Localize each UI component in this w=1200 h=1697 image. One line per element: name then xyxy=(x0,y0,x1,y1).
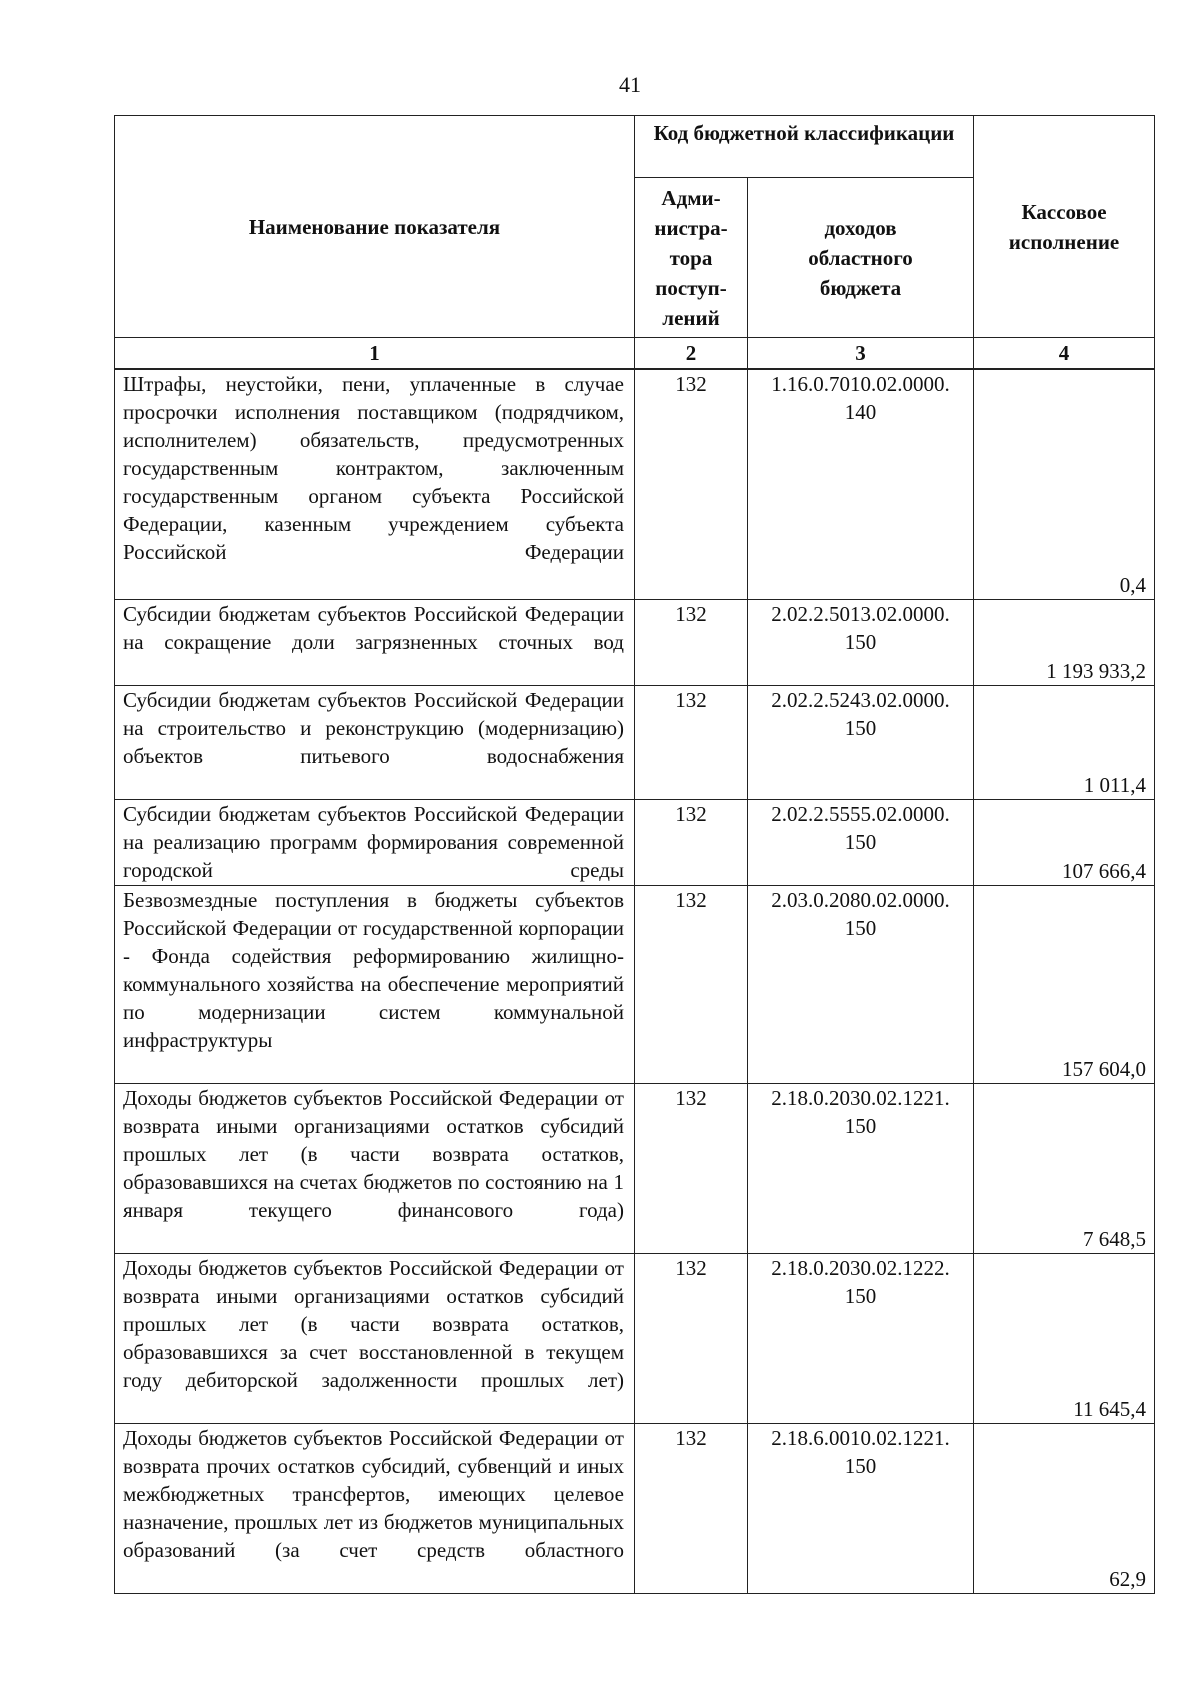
header-income-line: бюджета xyxy=(819,275,902,300)
table-row xyxy=(115,885,1155,1083)
row-income-code-part: 140 xyxy=(844,400,877,424)
row-income-code xyxy=(748,799,974,885)
row-admin-code: 132 xyxy=(635,1083,748,1253)
header-admin-line: нистра- xyxy=(654,215,728,240)
row-name: Безвозмездные поступления в бюджеты субъектов Российской Федерации от государственной корпорации - Фонда содействия реформированию жилищно-коммунального хозяйства на обеспечение мероприятий по модернизации систем коммунальной инфраструктуры xyxy=(115,885,635,1083)
header-admin xyxy=(635,178,748,338)
header-code-group: Код бюджетной классификации xyxy=(635,116,974,178)
row-income-code-part: 150 xyxy=(844,1453,877,1478)
row-name: Доходы бюджетов субъектов Российской Федерации от возврата прочих остатков субсидий, субвенций и иных межбюджетных трансфертов, имеющих целевое назначение, прошлых лет из бюджетов муниципальных образований (за счет средств областного xyxy=(115,1423,635,1593)
header-admin-line: тора xyxy=(669,245,713,270)
table-row xyxy=(115,369,1155,599)
header-income-line: доходов xyxy=(824,215,897,240)
row-admin-code: 132 xyxy=(635,685,748,799)
row-income-code xyxy=(748,1253,974,1423)
row-amount: 7 648,5 xyxy=(974,1083,1155,1253)
row-income-code-part: 2.03.0.2080.02.0000. xyxy=(771,887,950,912)
row-amount: 107 666,4 xyxy=(974,799,1155,885)
row-amount: 157 604,0 xyxy=(974,885,1155,1083)
row-amount: 1 011,4 xyxy=(974,685,1155,799)
row-amount: 11 645,4 xyxy=(974,1253,1155,1423)
row-income-code-part: 2.02.2.5013.02.0000. xyxy=(771,601,950,626)
header-admin-line: лений xyxy=(662,305,720,330)
header-name: Наименование показателя xyxy=(115,116,635,338)
row-admin-code: 132 xyxy=(635,599,748,685)
row-income-code-part: 2.18.0.2030.02.1221. xyxy=(771,1085,950,1110)
row-income-code xyxy=(748,599,974,685)
header-cash-line: исполнение xyxy=(1008,229,1120,254)
row-name: Субсидии бюджетам субъектов Российской Федерации на сокращение доли загрязненных сточных вод xyxy=(115,599,635,685)
row-income-code xyxy=(748,1423,974,1593)
row-income-code xyxy=(748,369,974,599)
row-income-code-part: 2.18.6.0010.02.1221. xyxy=(771,1425,950,1450)
row-amount: 62,9 xyxy=(974,1423,1155,1593)
row-income-code-part: 150 xyxy=(844,915,877,940)
row-income-code-part: 150 xyxy=(844,1113,877,1138)
row-income-code xyxy=(748,885,974,1083)
row-income-code-part: 150 xyxy=(844,629,877,654)
row-name: Доходы бюджетов субъектов Российской Федерации от возврата иными организациями остатков субсидий прошлых лет (в части возврата остатков, образовавшихся на счетах бюджетов по состоянию на 1 января текущего финансового года) xyxy=(115,1083,635,1253)
table-row xyxy=(115,799,1155,885)
header-admin-line: поступ- xyxy=(655,275,727,300)
row-income-code-part: 2.02.2.5243.02.0000. xyxy=(771,687,950,712)
table-row xyxy=(115,1423,1155,1593)
row-amount: 0,4 xyxy=(974,369,1155,599)
row-name: Доходы бюджетов субъектов Российской Федерации от возврата иными организациями остатков субсидий прошлых лет (в части возврата остатков, образовавшихся за счет восстановленной в текущем году дебиторской задолженности прошлых лет) xyxy=(115,1253,635,1423)
row-income-code-part: 1.16.0.7010.02.0000. xyxy=(771,372,950,396)
table-row xyxy=(115,599,1155,685)
row-income-code-part: 150 xyxy=(844,715,877,740)
header-income-line: областного xyxy=(808,245,913,270)
row-name: Субсидии бюджетам субъектов Российской Федерации на реализацию программ формирования современной городской среды xyxy=(115,799,635,885)
column-number: 2 xyxy=(635,338,748,370)
header-income xyxy=(748,178,974,338)
table-row xyxy=(115,1083,1155,1253)
table-row xyxy=(115,1253,1155,1423)
row-amount: 1 193 933,2 xyxy=(974,599,1155,685)
header-admin-line: Адми- xyxy=(661,185,721,210)
header-cash-line: Кассовое xyxy=(1021,199,1107,224)
row-name: Штрафы, неустойки, пени, уплаченные в случае просрочки исполнения поставщиком (подрядчиком, исполнителем) обязательств, предусмотренных государственным контрактом, заключенным государственным органом субъекта Российской Федерации, казенным учреждением субъекта Российской Федерации xyxy=(115,369,635,599)
column-numbers-row xyxy=(115,338,1155,370)
row-income-code-part: 150 xyxy=(844,829,877,854)
row-admin-code: 132 xyxy=(635,1253,748,1423)
row-admin-code: 132 xyxy=(635,369,748,599)
budget-table xyxy=(114,115,1155,1594)
header-cash-execution xyxy=(974,116,1155,338)
column-number: 3 xyxy=(748,338,974,370)
row-income-code-part: 2.18.0.2030.02.1222. xyxy=(771,1255,950,1280)
page-number: 41 xyxy=(619,72,641,97)
table-row xyxy=(115,685,1155,799)
row-admin-code: 132 xyxy=(635,1423,748,1593)
header-row-top xyxy=(115,116,1155,178)
row-admin-code: 132 xyxy=(635,885,748,1083)
row-income-code xyxy=(748,1083,974,1253)
row-income-code-part: 2.02.2.5555.02.0000. xyxy=(771,801,950,826)
row-name: Субсидии бюджетам субъектов Российской Федерации на строительство и реконструкцию (модернизацию) объектов питьевого водоснабжения xyxy=(115,685,635,799)
column-number: 4 xyxy=(974,338,1155,370)
column-number: 1 xyxy=(115,338,635,370)
row-income-code-part: 150 xyxy=(844,1283,877,1308)
row-income-code xyxy=(748,685,974,799)
row-admin-code: 132 xyxy=(635,799,748,885)
